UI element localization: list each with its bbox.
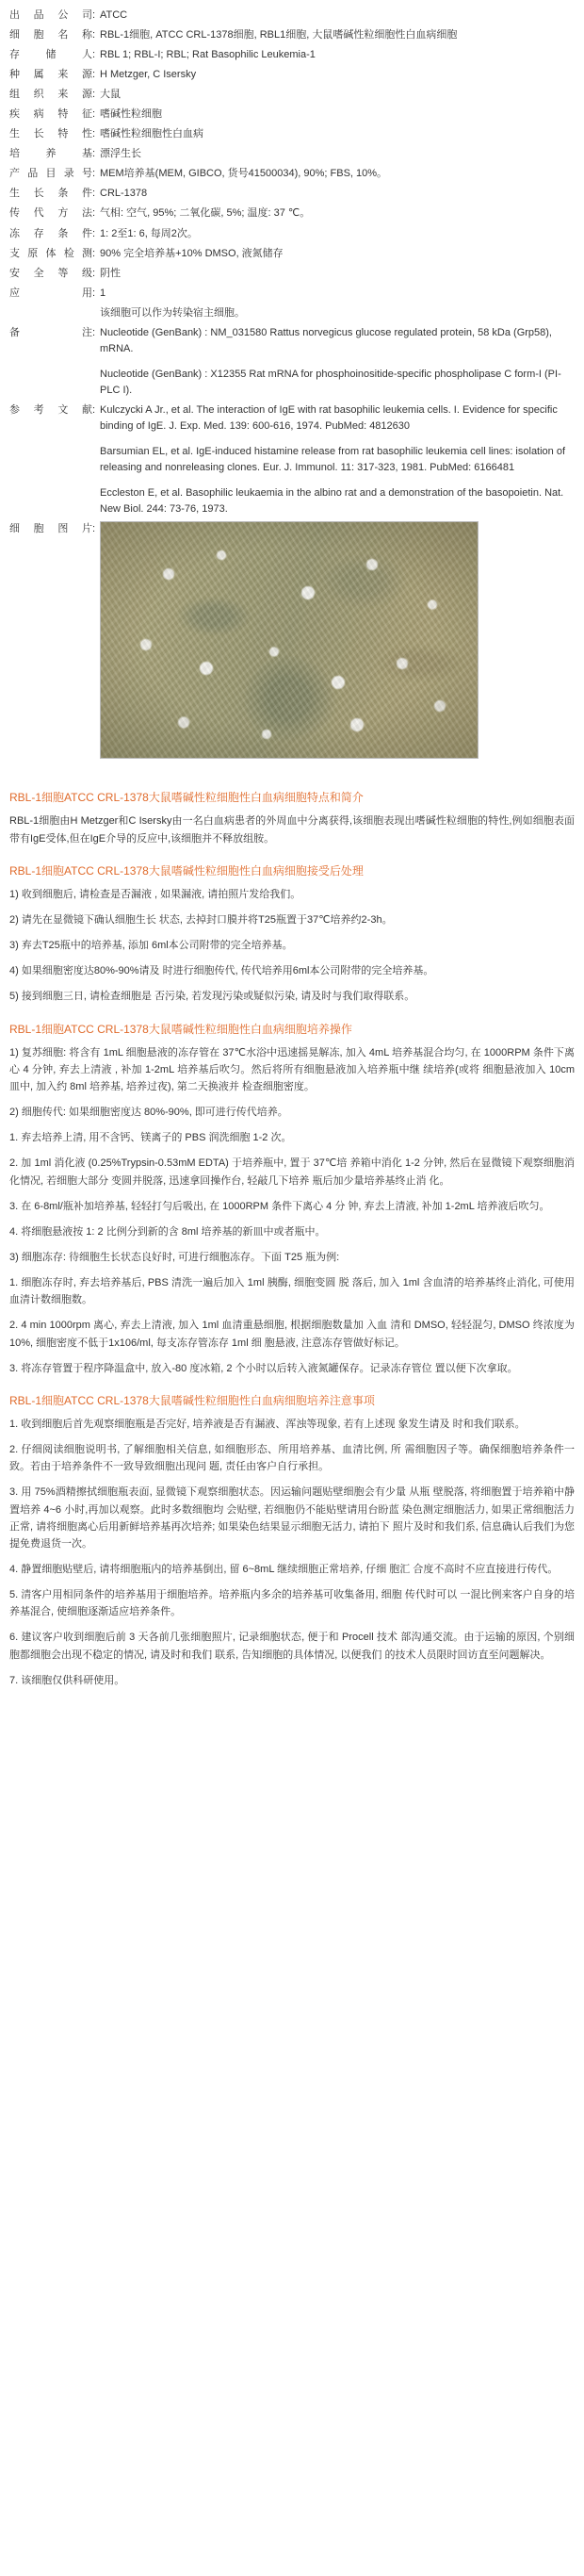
note-paragraph: Nucleotide (GenBank) : X12355 Rat mRNA for phosphoinositide-specific phospholipase C form-I (PI-PLC I). bbox=[100, 368, 561, 396]
spec-label: 细胞名称 bbox=[9, 29, 92, 41]
note-paragraph: Nucleotide (GenBank) : NM_031580 Rattus norvegicus glucose regulated protein, 58 kDa (Grp58), mRNA. bbox=[100, 326, 552, 354]
table-row bbox=[9, 144, 575, 164]
section-title: RBL-1细胞ATCC CRL-1378大鼠嗜碱性粒细胞性白血病细胞培养操作 bbox=[9, 1022, 352, 1036]
spec-label: 冻存条件 bbox=[9, 227, 92, 239]
spec-label: 生长特性 bbox=[9, 128, 92, 140]
spec-colon: : bbox=[92, 168, 96, 180]
spec-colon: : bbox=[92, 29, 96, 41]
reference-item: Kulczycki A Jr., et al. The interaction of IgE with rat basophilic leukemia cells. I. Evidence for specific binding of IgE. J. Exp. Med. 139: 600-616, 1974. PubMed: 4812630 bbox=[100, 403, 558, 432]
spec-value: 嗜碱性粒细胞 bbox=[100, 108, 162, 121]
section-paragraph: 2) 请先在显微镜下确认细胞生长 状态, 去掉封口膜并将T25瓶置于37℃培养约2-3h。 bbox=[9, 914, 393, 927]
spec-label: 存储人 bbox=[9, 49, 92, 61]
spec-value: 阴性 bbox=[100, 267, 121, 279]
reference-item: Eccleston E, et al. Basophilic leukaemia in the albino rat and a demonstration of the basopoietin. Nat. New Biol. 244: 73-76, 1973. bbox=[100, 487, 564, 516]
table-row bbox=[9, 45, 575, 65]
section-culture-protocol bbox=[9, 1021, 575, 1377]
image-label: 细胞图片 bbox=[9, 523, 92, 535]
section-intro bbox=[9, 789, 575, 846]
spec-value: RBL 1; RBL-I; RBL; Rat Basophilic Leukemia-1 bbox=[100, 49, 316, 61]
spec-value: ATCC bbox=[100, 9, 128, 21]
section-paragraph: 6. 建议客户收到细胞后前 3 天各前几张细胞照片, 记录细胞状态, 便于和 Procell 技术 部沟通交流。由于运输的原因, 个别细胞都细胞会出现不稳定的情况, 请及时和我们 联系, 告知细胞的具体情况, 以便我们 的技术人员限时回访直至问题解决。 bbox=[9, 1632, 575, 1661]
spec-label: 种属来源 bbox=[9, 69, 92, 81]
section-paragraph: 7. 该细胞仅供科研使用。 bbox=[9, 1674, 125, 1686]
section-paragraph: 2. 加 1ml 消化液 (0.25%Trypsin-0.53mM EDTA) 于培养瓶中, 置于 37℃培 养箱中消化 1-2 分钟, 然后在显微镜下观察细胞消化情况, 若细胞大部分 变圆并脱落, 迅速拿回操作台, 轻敲几下培养 瓶后加少量培养基终止消 化。 bbox=[9, 1157, 575, 1187]
section-paragraph: 3) 细胞冻存: 待细胞生长状态良好时, 可进行细胞冻存。下面 T25 瓶为例: bbox=[9, 1252, 340, 1264]
table-row bbox=[9, 85, 575, 105]
section-paragraph: 1. 收到细胞后首先观察细胞瓶是否完好, 培养液是否有漏液、浑浊等现象, 若有上述现 象发生请及 时和我们联系。 bbox=[9, 1419, 526, 1431]
table-row bbox=[9, 284, 575, 304]
spec-value: RBL-1细胞, ATCC CRL-1378细胞, RBL1细胞, 大鼠嗜碱性粒细胞性白血病细胞 bbox=[100, 29, 458, 41]
cell-spec-table bbox=[9, 6, 575, 761]
spec-value: 90% 完全培养基+10% DMSO, 液氮储存 bbox=[100, 247, 284, 259]
table-row bbox=[9, 224, 575, 244]
note-content bbox=[100, 323, 575, 401]
spec-label: 支原体检测 bbox=[9, 247, 92, 259]
spec-label: 生长条件 bbox=[9, 188, 92, 200]
table-row bbox=[9, 244, 575, 264]
spec-colon bbox=[92, 304, 100, 323]
note-label: 备注 bbox=[9, 326, 92, 338]
section-paragraph: 4. 将细胞悬液按 1: 2 比例分到新的含 8ml 培养基的新皿中或者瓶中。 bbox=[9, 1225, 326, 1238]
spec-label: 组织来源 bbox=[9, 89, 92, 101]
spec-value: CRL-1378 bbox=[100, 188, 148, 200]
table-row bbox=[9, 204, 575, 223]
section-paragraph: 1. 弃去培养上清, 用不含钙、镁离子的 PBS 润洗细胞 1-2 次。 bbox=[9, 1132, 292, 1144]
bottom-spacer bbox=[0, 1698, 584, 1715]
section-paragraph: 2. 仔细阅读细胞说明书, 了解细胞相关信息, 如细胞形态、所用培养基、血清比例, 所 需细胞因子等。确保细胞培养条件一致。若由于培养条件不一致导致细胞出现问 题, 责任由客户自行承担。 bbox=[9, 1444, 575, 1473]
spec-colon: : bbox=[92, 188, 96, 200]
reference-label: 参考文献 bbox=[9, 403, 92, 416]
spec-value: 嗜碱性粒细胞性白血病 bbox=[100, 128, 203, 140]
spec-label: 疾病特征 bbox=[9, 108, 92, 121]
spec-value: MEM培养基(MEM, GIBCO, 货号41500034), 90%; FBS, 10%。 bbox=[100, 168, 388, 180]
spec-colon: : bbox=[92, 69, 96, 81]
reference-content bbox=[100, 401, 575, 519]
section-paragraph: 1) 复苏细胞: 将含有 1mL 细胞悬液的冻存管在 37℃水浴中迅速摇晃解冻, 加入 4mL 培养基混合均匀, 在 1000RPM 条件下离心 4 分钟, 弃去上清液 , 补加 1-2mL 培养基后吹匀。然后将所有细胞悬液加入培养瓶中继 续培养(或将 细胞悬液加入 10cm 皿中, 加入约 8ml 培养基, 培养过夜), 第二天换液并 检查细胞密度。 bbox=[9, 1046, 575, 1093]
spec-colon: : bbox=[92, 227, 96, 239]
section-paragraph: RBL-1细胞由H Metzger和C Isersky由一名白血病患者的外周血中分离获得,该细胞表现出嗜碱性粒细胞的特性,例如细胞表面带有IgE受体,但在IgE介导的反应中,该细胞并不释放组胺。 bbox=[9, 815, 575, 845]
spec-label: 应用 bbox=[9, 287, 92, 299]
section-paragraph: 3. 用 75%酒精擦拭细胞瓶表面, 显微镜下观察细胞状态。因运输问题贴壁细胞会有少量 从瓶 壁脱落, 将细胞置于培养箱中静置培养 4~6 小时,再加以观察。此时多数细胞均 会贴壁, 若细胞仍不能贴壁请用台盼蓝 染色测定细胞活力, 如果正常细胞活力正常, 请将细胞离心后用新鲜培养基再次培养; 如果染色结果显示细胞无活力, 请拍下 照片及时和我们系, 信息确认后我们为您提免费退货一次。 bbox=[9, 1486, 575, 1550]
table-row bbox=[9, 6, 575, 25]
spec-colon: : bbox=[92, 523, 96, 535]
spec-colon: : bbox=[92, 247, 96, 259]
spec-label: 产品目录号 bbox=[9, 168, 92, 180]
section-paragraph: 2. 4 min 1000rpm 离心, 弃去上清液, 加入 1ml 血清重悬细胞, 根据细胞数量加 入血 清和 DMSO, 轻轻混匀, DMSO 终浓度为 10%, 细胞密度不低于1x106/ml, 每支冻存管冻存 1ml 细 胞悬液, 注意冻存管做好标记。 bbox=[9, 1320, 575, 1349]
spec-colon: : bbox=[92, 403, 96, 416]
spec-value: 大鼠 bbox=[100, 89, 121, 101]
spec-colon: : bbox=[92, 207, 96, 220]
spec-value: 气相: 空气, 95%; 二氧化碳, 5%; 温度: 37 ℃。 bbox=[100, 207, 311, 220]
section-paragraph: 2) 细胞传代: 如果细胞密度达 80%-90%, 即可进行传代培养。 bbox=[9, 1107, 288, 1119]
page-root bbox=[0, 6, 584, 1715]
section-paragraph: 1) 收到细胞后, 请检查是否漏液 , 如果漏液, 请拍照片发给我们。 bbox=[9, 888, 301, 900]
spec-value: 漂浮生长 bbox=[100, 148, 141, 160]
spec-value: 该细胞可以作为转染宿主细胞。 bbox=[100, 306, 245, 319]
cell-microscopy-image bbox=[100, 521, 479, 759]
section-title: RBL-1细胞ATCC CRL-1378大鼠嗜碱性粒细胞性白血病细胞培养注意事项 bbox=[9, 1393, 375, 1407]
spec-colon: : bbox=[92, 148, 96, 160]
spec-colon: : bbox=[92, 267, 96, 279]
spec-colon: : bbox=[92, 9, 96, 21]
table-row bbox=[9, 65, 575, 85]
section-paragraph: 3. 在 6-8ml/瓶补加培养基, 轻轻打勻后吸出, 在 1000RPM 条件下离心 4 分 钟, 弃去上清液, 补加 1-2mL 培养液后吹匀。 bbox=[9, 1200, 550, 1212]
section-paragraph: 1. 细胞冻存时, 弃去培养基后, PBS 清洗一遍后加入 1ml 胰酶, 细胞变圆 脱 落后, 加入 1ml 含血清的培养基终止消化, 可使用血清计数细胞数。 bbox=[9, 1277, 575, 1306]
table-row bbox=[9, 105, 575, 124]
section-receiving bbox=[9, 862, 575, 1006]
spec-label: 培养基 bbox=[9, 148, 92, 160]
table-row-note bbox=[9, 323, 575, 401]
spec-value: 1 bbox=[100, 287, 106, 299]
image-cell bbox=[100, 519, 575, 761]
section-precautions bbox=[9, 1392, 575, 1689]
spec-table-body bbox=[9, 6, 575, 761]
reference-item: Barsumian EL, et al. IgE-induced histamine release from rat basophilic leukemia cell lines: isolation of releasing and nonreleasing clones. Eur. J. Immunol. 11: 317-323, 1981. PubMed: 6166481 bbox=[100, 446, 566, 474]
section-paragraph: 4. 静置细胞贴壁后, 请将细胞瓶内的培养基倒出, 留 6~8mL 继续细胞正常培养, 仔细 胞汇 合度不高时不应直接进行传代。 bbox=[9, 1564, 559, 1576]
section-spacer bbox=[0, 761, 584, 774]
section-paragraph: 5) 接到细胞三日, 请检查细胞是 否污染, 若发现污染或疑似污染, 请及时与我们取得联系。 bbox=[9, 991, 415, 1003]
photo-vignette-layer bbox=[101, 522, 478, 758]
table-row bbox=[9, 264, 575, 284]
table-row-image bbox=[9, 519, 575, 761]
table-row bbox=[9, 184, 575, 204]
spec-colon: : bbox=[92, 108, 96, 121]
spec-label: 安全等级 bbox=[9, 267, 92, 279]
section-paragraph: 5. 清客户用相同条件的培养基用于细胞培养。培养瓶内多余的培养基可收集备用, 细胞 传代时可以 一混比例来客户自身的培养基混合, 使细胞逐渐适应培养条件。 bbox=[9, 1589, 575, 1618]
spec-colon: : bbox=[92, 49, 96, 61]
table-row bbox=[9, 25, 575, 45]
section-paragraph: 3) 弃去T25瓶中的培养基, 添加 6ml本公司附带的完全培养基。 bbox=[9, 940, 293, 952]
spec-colon: : bbox=[92, 326, 96, 338]
spec-label: 出品公司 bbox=[9, 9, 92, 21]
table-row bbox=[9, 124, 575, 144]
spec-label bbox=[9, 304, 92, 323]
spec-colon: : bbox=[92, 89, 96, 101]
table-row bbox=[9, 164, 575, 184]
spec-colon: : bbox=[92, 287, 96, 299]
table-row-reference bbox=[9, 401, 575, 519]
spec-label: 传代方法 bbox=[9, 207, 92, 220]
section-paragraph: 4) 如果细胞密度达80%-90%请及 时进行细胞传代, 传代培养用6ml本公司附带的完全培养基。 bbox=[9, 965, 434, 977]
section-title: RBL-1细胞ATCC CRL-1378大鼠嗜碱性粒细胞性白血病细胞特点和简介 bbox=[9, 791, 364, 805]
spec-colon: : bbox=[92, 128, 96, 140]
spec-value: H Metzger, C Isersky bbox=[100, 69, 197, 81]
section-title: RBL-1细胞ATCC CRL-1378大鼠嗜碱性粒细胞性白血病细胞接受后处理 bbox=[9, 863, 364, 878]
table-row bbox=[9, 304, 575, 323]
section-paragraph: 3. 将冻存管置于程序降温盒中, 放入-80 度冰箱, 2 个小时以后转入液氮罐保存。记录冻存管位 置以便下次拿取。 bbox=[9, 1362, 518, 1374]
spec-value: 1: 2至1: 6, 每周2次。 bbox=[100, 227, 198, 239]
